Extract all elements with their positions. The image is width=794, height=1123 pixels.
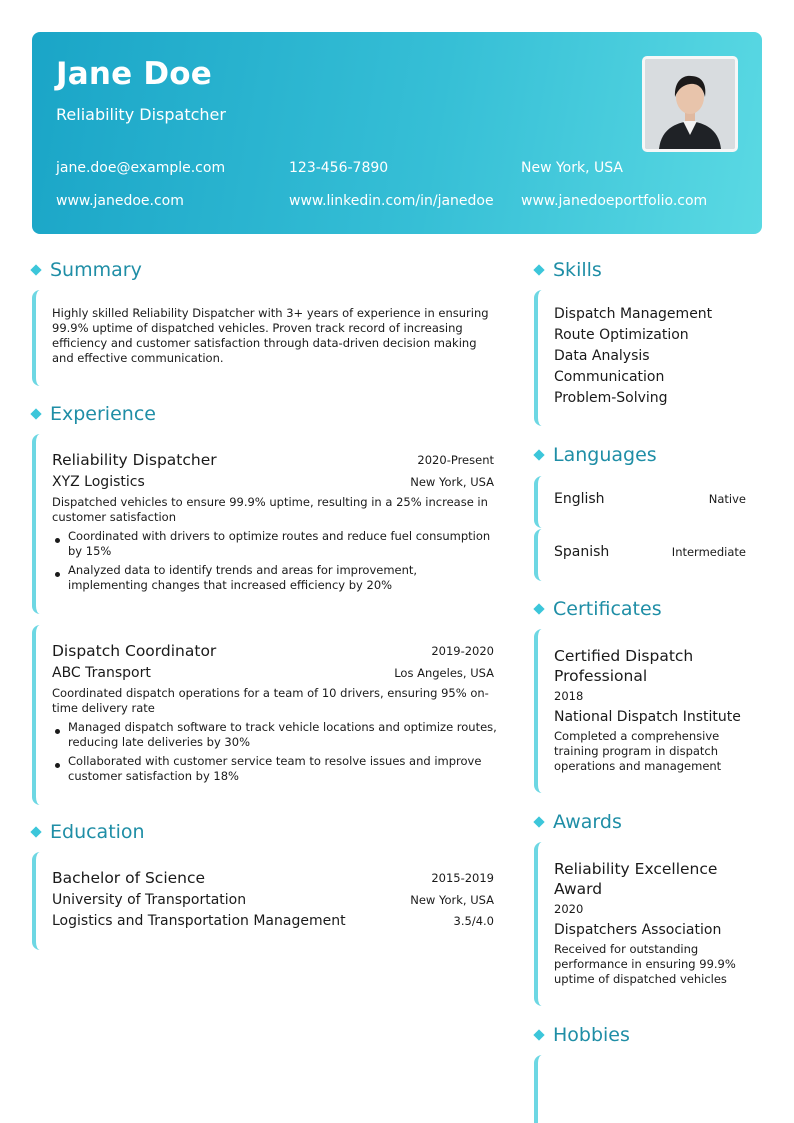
contact-email[interactable]: jane.doe@example.com — [56, 160, 226, 176]
experience-heading-text: Experience — [50, 403, 156, 425]
summary-heading-text: Summary — [50, 259, 142, 281]
profile-photo-image — [645, 59, 735, 149]
summary-text: Highly skilled Reliability Dispatcher with 3+ years of experience in ensuring 99.9% uptime of dispatched vehicles. Proven track record of increasing efficiency and customer satisfaction through data-driven decision making and effective communication. — [52, 306, 489, 365]
certificate-name: Certified Dispatch Professional — [554, 647, 694, 685]
diamond-icon — [533, 603, 544, 614]
job-position: Reliability Dispatcher — [52, 451, 217, 469]
education-gpa: 3.5/4.0 — [453, 914, 494, 928]
education-location: New York, USA — [410, 893, 494, 907]
language-item — [534, 476, 762, 528]
diamond-icon — [533, 264, 544, 275]
certificate-year: 2018 — [554, 689, 584, 703]
diamond-icon — [30, 264, 41, 275]
job-description: Dispatched vehicles to ensure 99.9% uptime, resulting in a 25% increase in customer satisfaction — [52, 495, 488, 524]
summary-heading — [30, 259, 142, 281]
skill-item: Data Analysis — [554, 348, 650, 364]
contact-location: New York, USA — [521, 160, 623, 176]
languages-heading-text: Languages — [553, 444, 657, 466]
skill-item: Problem-Solving — [554, 390, 668, 406]
job-dates: 2020-Present — [417, 453, 494, 467]
award-year: 2020 — [554, 902, 584, 916]
diamond-icon — [533, 449, 544, 460]
diamond-icon — [533, 816, 544, 827]
job-bullet: Coordinated with drivers to optimize routes and reduce fuel consumption by 15% — [68, 529, 491, 558]
bullet-icon — [55, 729, 60, 734]
skill-item: Dispatch Management — [554, 306, 713, 322]
language-name: English — [554, 491, 605, 507]
education-degree: Bachelor of Science — [52, 869, 206, 887]
summary-block — [32, 290, 498, 386]
certificate-issuer: National Dispatch Institute — [554, 709, 741, 725]
certificates-heading — [533, 598, 662, 620]
hobbies-heading-text: Hobbies — [553, 1024, 630, 1046]
experience-item — [32, 434, 498, 614]
award-name: Reliability Excellence Award — [554, 860, 718, 898]
job-bullet: Managed dispatch software to track vehicle locations and optimize routes, reducing late deliveries by 30% — [68, 720, 497, 749]
education-dates: 2015-2019 — [431, 871, 494, 885]
skill-item: Communication — [554, 369, 665, 385]
diamond-icon — [30, 408, 41, 419]
education-heading — [30, 821, 145, 843]
diamond-icon — [30, 826, 41, 837]
certificate-block — [534, 629, 762, 793]
job-dates: 2019-2020 — [431, 644, 494, 658]
contact-linkedin[interactable]: www.linkedin.com/in/janedoe — [289, 193, 494, 209]
language-level: Intermediate — [671, 545, 746, 559]
job-location: New York, USA — [410, 475, 494, 489]
job-description: Coordinated dispatch operations for a team of 10 drivers, ensuring 95% on-time delivery rate — [52, 686, 489, 715]
diamond-icon — [533, 1029, 544, 1040]
education-field: Logistics and Transportation Management — [52, 913, 346, 929]
awards-heading-text: Awards — [553, 811, 622, 833]
bullet-icon — [55, 538, 60, 543]
profile-photo — [642, 56, 738, 152]
full-name: Jane Doe — [56, 56, 212, 92]
languages-heading — [533, 444, 657, 466]
hobbies-heading — [533, 1024, 630, 1046]
skill-item: Route Optimization — [554, 327, 689, 343]
bullet-icon — [55, 763, 60, 768]
education-school: University of Transportation — [52, 892, 247, 908]
contact-website[interactable]: www.janedoe.com — [56, 193, 184, 209]
award-issuer: Dispatchers Association — [554, 922, 722, 938]
award-block — [534, 842, 762, 1006]
hobbies-block — [534, 1055, 762, 1123]
education-block — [32, 852, 498, 950]
award-description: Received for outstanding performance in ensuring 99.9% uptime of dispatched vehicles — [554, 942, 736, 986]
certificate-description: Completed a comprehensive training program in dispatch operations and management — [554, 729, 722, 773]
skills-heading-text: Skills — [553, 259, 602, 281]
language-name: Spanish — [554, 544, 610, 560]
job-bullet: Analyzed data to identify trends and areas for improvement, implementing changes that increased efficiency by 20% — [68, 563, 418, 592]
skills-heading — [533, 259, 602, 281]
experience-heading — [30, 403, 156, 425]
experience-item — [32, 625, 498, 805]
contact-portfolio[interactable]: www.janedoeportfolio.com — [521, 193, 708, 209]
skills-block — [534, 290, 762, 426]
job-bullet: Collaborated with customer service team to resolve issues and improve customer satisfaction by 18% — [68, 754, 482, 783]
education-heading-text: Education — [50, 821, 145, 843]
job-title: Reliability Dispatcher — [56, 105, 226, 124]
job-position: Dispatch Coordinator — [52, 642, 217, 660]
job-company: ABC Transport — [52, 665, 151, 681]
contact-phone[interactable]: 123-456-7890 — [289, 160, 389, 176]
language-item — [534, 529, 762, 581]
bullet-icon — [55, 572, 60, 577]
language-level: Native — [708, 492, 746, 506]
job-location: Los Angeles, USA — [394, 666, 494, 680]
resume-header — [32, 32, 762, 234]
certificates-heading-text: Certificates — [553, 598, 662, 620]
awards-heading — [533, 811, 622, 833]
job-company: XYZ Logistics — [52, 474, 145, 490]
